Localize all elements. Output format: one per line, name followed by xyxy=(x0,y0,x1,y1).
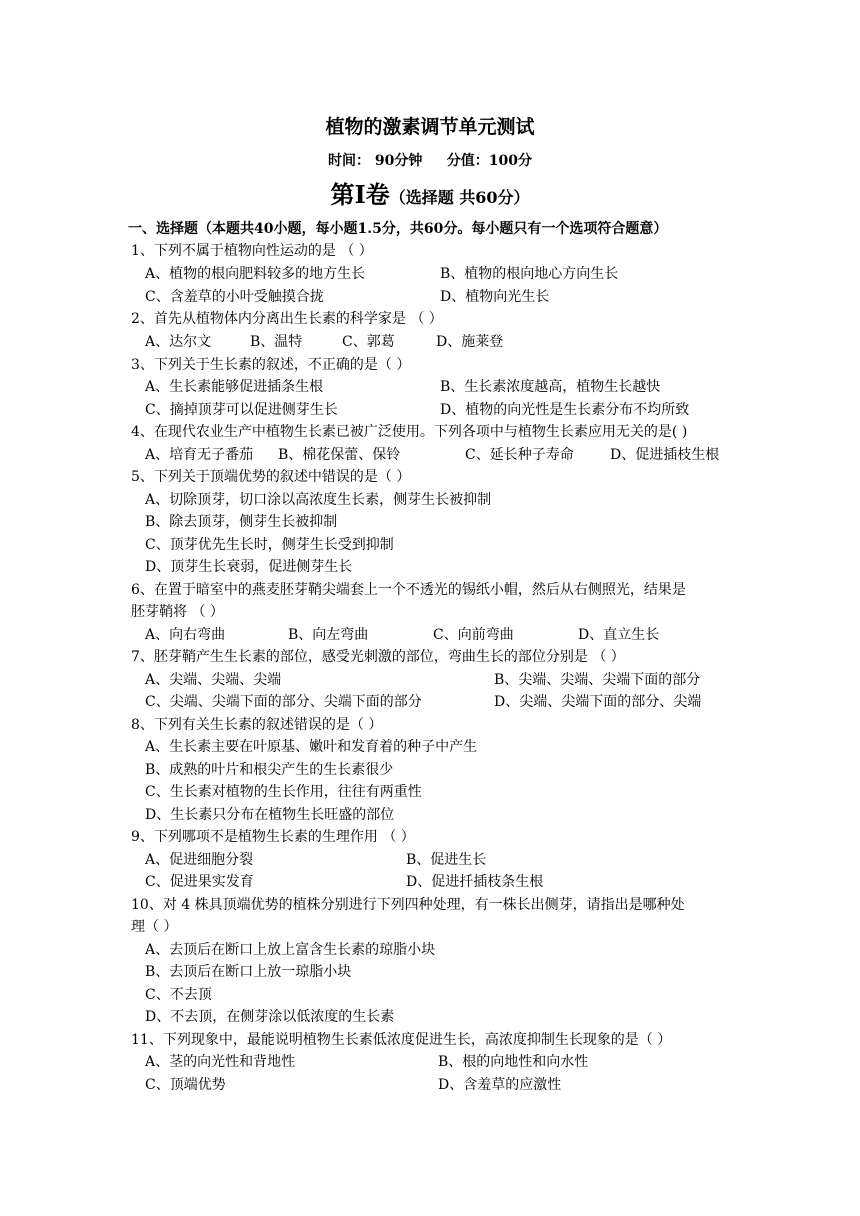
q11-option-b: B、根的向地性和向水性 xyxy=(438,1054,589,1070)
part-heading xyxy=(0,178,860,216)
q11-option-c: C、顶端优势 xyxy=(145,1077,226,1093)
q1-option-d: D、植物向光生长 xyxy=(440,289,550,305)
q9-option-a: A、促进细胞分裂 xyxy=(145,852,254,868)
time-and-score: 时间： 90分钟 分值：100分 xyxy=(328,153,532,169)
q5-option-c: C、顶芽优先生长时，侧芽生长受到抑制 xyxy=(145,537,394,553)
section-heading: 一、选择题（本题共40小题，每小题1.5分，共60分。每小题只有一个选项符合题意） xyxy=(128,221,668,237)
question-7: 7、胚芽鞘产生生长素的部位，感受光刺激的部位，弯曲生长的部位分别是 （ ） xyxy=(131,649,625,665)
q7-option-a: A、尖端、尖端、尖端 xyxy=(145,672,282,688)
q7-option-c: C、尖端、尖端下面的部分、尖端下面的部分 xyxy=(145,694,422,710)
q7-option-d: D、尖端、尖端下面的部分、尖端 xyxy=(494,694,702,710)
q9-option-b: B、促进生长 xyxy=(406,852,487,868)
question-3: 3、下列关于生长素的叙述，不正确的是（ ） xyxy=(131,357,411,373)
question-6-cont: 胚芽鞘将 （ ） xyxy=(131,604,224,620)
q4-option-b: B、棉花保蕾、保铃 xyxy=(278,447,401,463)
q8-option-c: C、生长素对植物的生长作用，往往有两重性 xyxy=(145,784,422,800)
q10-option-a: A、去顶后在断口上放上富含生长素的琼脂小块 xyxy=(145,942,436,958)
question-10-cont: 理（ ） xyxy=(131,919,178,935)
q5-option-d: D、顶芽生长衰弱，促进侧芽生长 xyxy=(145,559,353,575)
q8-option-b: B、成熟的叶片和根尖产生的生长素很少 xyxy=(145,762,394,778)
q5-option-a: A、切除顶芽，切口涂以高浓度生长素，侧芽生长被抑制 xyxy=(145,492,492,508)
q5-option-b: B、除去顶芽，侧芽生长被抑制 xyxy=(145,514,338,530)
q4-option-c: C、延长种子寿命 xyxy=(465,447,574,463)
q1-option-c: C、含羞草的小叶受触摸合拢 xyxy=(145,289,324,305)
q11-option-d: D、含羞草的应激性 xyxy=(438,1077,562,1093)
question-11: 11、下列现象中，最能说明植物生长素低浓度促进生长，高浓度抑制生长现象的是（ ） xyxy=(131,1032,672,1048)
q6-option-b: B、向左弯曲 xyxy=(288,627,369,643)
q3-option-a: A、生长素能够促进插条生根 xyxy=(145,379,324,395)
q3-option-d: D、植物的向光性是生长素分布不均所致 xyxy=(440,402,690,418)
question-4: 4、在现代农业生产中植物生长素已被广泛使用。下列各项中与植物生长素应用无关的是( ) xyxy=(131,424,688,440)
q9-option-d: D、促进扦插枝条生根 xyxy=(406,874,544,890)
q1-option-a: A、植物的根向肥料较多的地方生长 xyxy=(145,266,366,282)
q8-option-d: D、生长素只分布在植物生长旺盛的部位 xyxy=(145,807,395,823)
document-title: 植物的激素调节单元测试 xyxy=(325,116,535,138)
q9-option-c: C、促进果实发育 xyxy=(145,874,254,890)
question-8: 8、下列有关生长素的叙述错误的是（ ） xyxy=(131,717,383,733)
part-title: 第Ⅰ卷 xyxy=(330,180,390,209)
q10-option-c: C、不去顶 xyxy=(145,987,212,1003)
q11-option-a: A、茎的向光性和背地性 xyxy=(145,1054,296,1070)
q6-option-d: D、直立生长 xyxy=(578,627,660,643)
question-6: 6、在置于暗室中的燕麦胚芽鞘尖端套上一个不透光的锡纸小帽，然后从右侧照光，结果是 xyxy=(131,582,686,598)
q2-option-b: B、温特 xyxy=(250,334,303,350)
q2-option-c: C、郭葛 xyxy=(342,334,395,350)
q2-option-d: D、施莱登 xyxy=(436,334,504,350)
q10-option-b: B、去顶后在断口上放一琼脂小块 xyxy=(145,964,352,980)
q4-option-d: D、促进插枝生根 xyxy=(610,447,720,463)
q3-option-c: C、摘掉顶芽可以促进侧芽生长 xyxy=(145,402,338,418)
q1-option-b: B、植物的根向地心方向生长 xyxy=(440,266,619,282)
question-10: 10、对 4 株具顶端优势的植株分别进行下列四种处理，有一株长出侧芽，请指出是哪种处 xyxy=(131,897,685,913)
q7-option-b: B、尖端、尖端、尖端下面的部分 xyxy=(494,672,701,688)
q3-option-b: B、生长素浓度越高，植物生长越快 xyxy=(440,379,661,395)
question-1: 1、下列不属于植物向性运动的是 （ ） xyxy=(131,243,373,259)
q4-option-a: A、培育无子番茄 xyxy=(145,447,254,463)
question-9: 9、下列哪项不是植物生长素的生理作用 （ ） xyxy=(131,829,415,845)
q10-option-d: D、不去顶，在侧芽涂以低浓度的生长素 xyxy=(145,1009,395,1025)
question-5: 5、下列关于顶端优势的叙述中错误的是（ ） xyxy=(131,469,411,485)
question-2: 2、首先从植物体内分离出生长素的科学家是 （ ） xyxy=(131,311,443,327)
q2-option-a: A、达尔文 xyxy=(145,334,212,350)
q8-option-a: A、生长素主要在叶原基、嫩叶和发育着的种子中产生 xyxy=(145,739,478,755)
q6-option-c: C、向前弯曲 xyxy=(433,627,514,643)
q6-option-a: A、向右弯曲 xyxy=(145,627,226,643)
part-subtitle: （选择题 共60分） xyxy=(389,188,530,207)
